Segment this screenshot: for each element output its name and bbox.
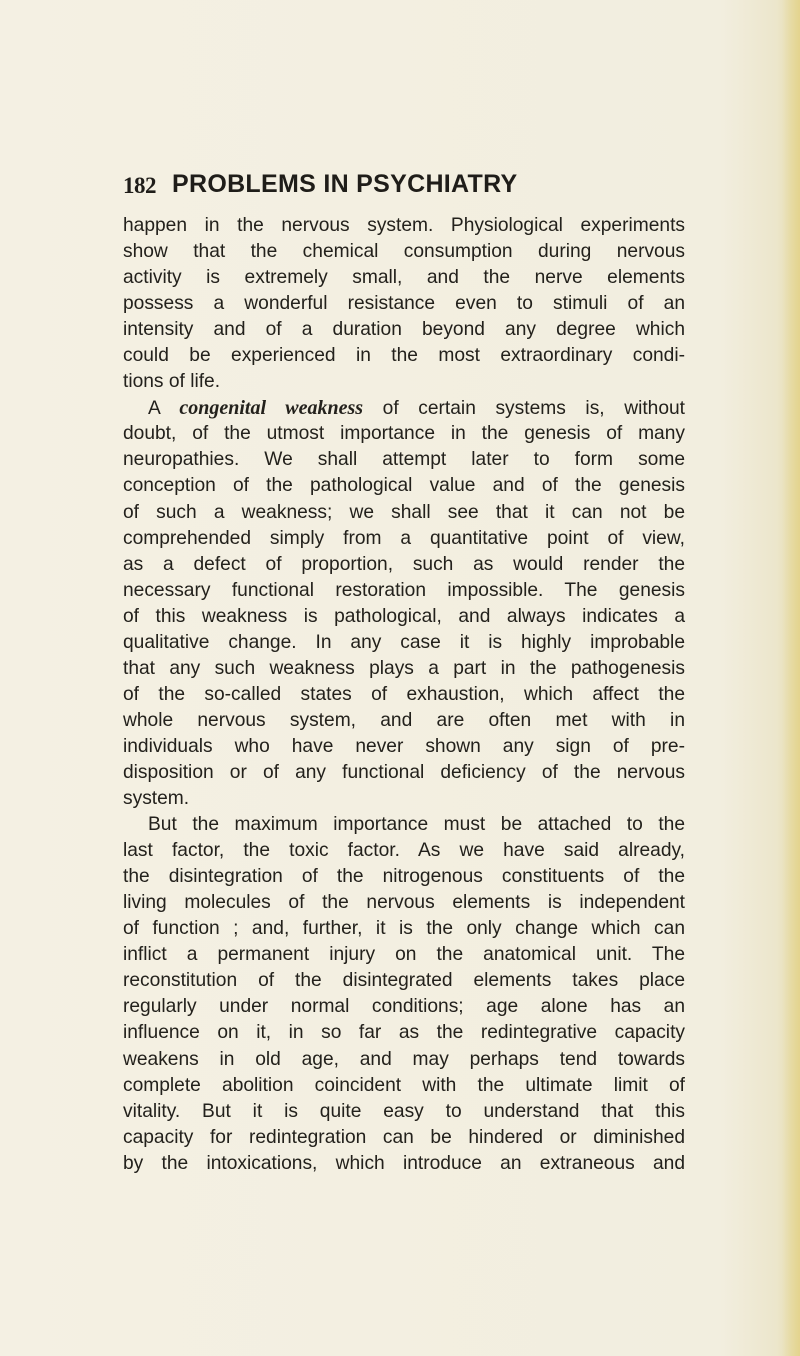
text-line: living molecules of the nervous elements is independent — [123, 892, 685, 914]
paragraph-3 — [123, 812, 685, 1177]
text-line: influence on it, in so far as the redintegrative capacity — [123, 1022, 685, 1044]
text-line: weakens in old age, and may perhaps tend towards — [123, 1048, 685, 1070]
paragraph-1 — [123, 213, 685, 395]
text-line: of function ; and, further, it is the only change which can — [123, 918, 685, 940]
text-line: necessary functional restoration impossible. The genesis — [123, 579, 685, 601]
text-line: by the intoxications, which introduce an extraneous and — [123, 1152, 685, 1174]
text-line: show that the chemical consumption during nervous — [123, 241, 685, 263]
text-line: could be experienced in the most extraordinary condi- — [123, 345, 685, 367]
text-line-with-emphasis — [123, 395, 685, 421]
page-number: 182 — [123, 173, 156, 198]
paragraph-2 — [123, 395, 685, 812]
text-line: reconstitution of the disintegrated elements takes place — [123, 970, 685, 992]
text-line: happen in the nervous system. Physiological experiments — [123, 215, 685, 236]
text-line: individuals who have never shown any sign of pre- — [123, 735, 685, 757]
text-line: that any such weakness plays a part in the pathogenesis — [123, 657, 685, 679]
text-line: of such a weakness; we shall see that it can not be — [123, 501, 685, 523]
text-line: intensity and of a duration beyond any degree which — [123, 319, 685, 341]
text-line: system. — [123, 788, 190, 810]
text-line: tions of life. — [123, 371, 221, 393]
text-line: inflict a permanent injury on the anatomical unit. The — [123, 944, 685, 966]
text-run: A — [148, 398, 180, 420]
running-title: PROBLEMS IN PSYCHIATRY — [172, 170, 518, 198]
body-text — [123, 213, 685, 1177]
text-line: whole nervous system, and are often met with in — [123, 709, 685, 731]
text-line: vitality. But it is quite easy to understand that this — [123, 1100, 685, 1122]
text-line: possess a wonderful resistance even to stimuli of an — [123, 293, 685, 315]
text-line: disposition or of any functional deficiency of the nervous — [123, 761, 685, 783]
text-line: doubt, of the utmost importance in the genesis of many — [123, 423, 685, 445]
text-line: But the maximum importance must be attached to the — [148, 814, 685, 836]
text-line: comprehended simply from a quantitative point of view, — [123, 527, 685, 549]
text-run: of certain systems is, without — [363, 398, 686, 420]
text-line: capacity for redintegration can be hindered or diminished — [123, 1126, 685, 1148]
text-line: conception of the pathological value and of the genesis — [123, 475, 685, 497]
text-line: qualitative change. In any case it is highly improbable — [123, 631, 685, 653]
text-line: of the so-called states of exhaustion, which affect the — [123, 683, 685, 705]
text-line: as a defect of proportion, such as would render the — [123, 553, 685, 575]
emphasized-term: congenital weakness — [179, 397, 364, 420]
text-line: the disintegration of the nitrogenous constituents of the — [123, 866, 685, 888]
page-edge-shadow — [782, 0, 800, 1356]
text-line: last factor, the toxic factor. As we have said already, — [123, 840, 685, 862]
text-line: of this weakness is pathological, and always indicates a — [123, 605, 685, 627]
text-line: complete abolition coincident with the ultimate limit of — [123, 1074, 685, 1096]
page-header — [123, 170, 683, 210]
text-line: neuropathies. We shall attempt later to form some — [123, 449, 685, 471]
text-line: activity is extremely small, and the nerve elements — [123, 267, 685, 289]
text-line: regularly under normal conditions; age alone has an — [123, 996, 685, 1018]
